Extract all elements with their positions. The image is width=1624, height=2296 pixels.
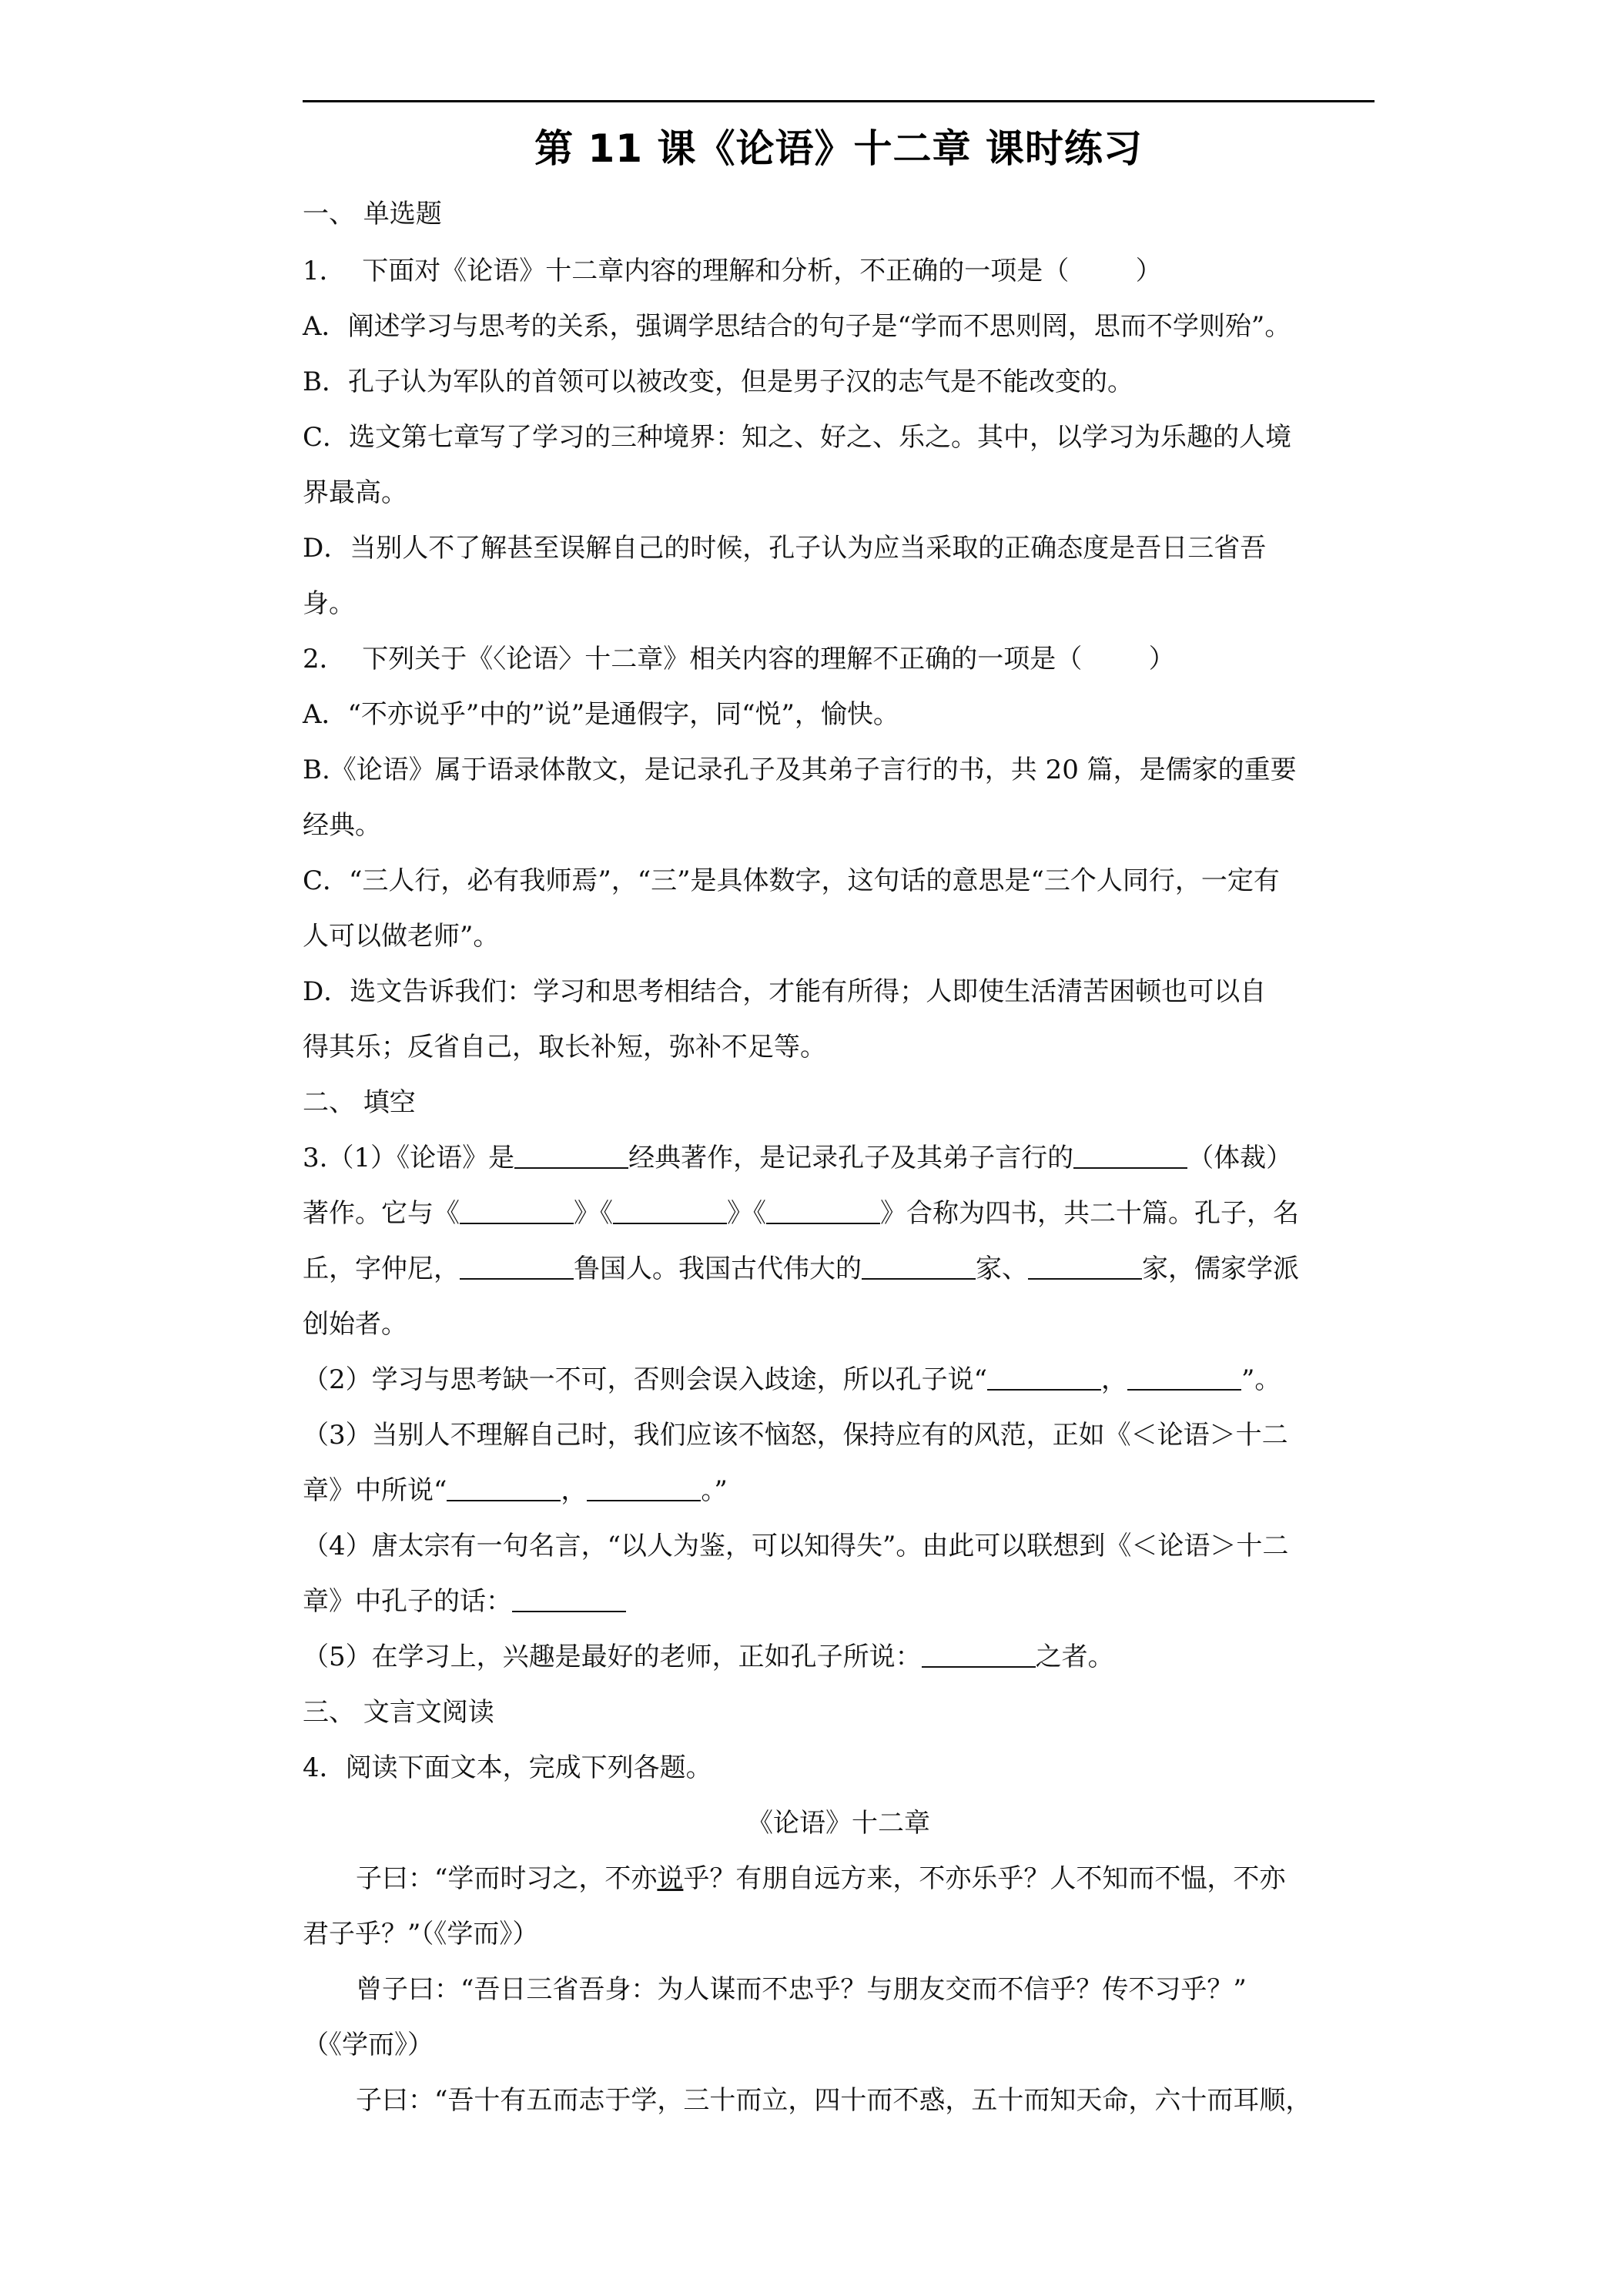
passage-line-3: 曾子曰：“吾日三省吾身：为人谋而不忠乎？与朋友交而不信乎？传不习乎？” bbox=[356, 1974, 1247, 2005]
text-segment: （2）学习与思考缺一不可，否则会误入歧途，所以孔子说“ bbox=[303, 1364, 988, 1395]
answer-blank[interactable] bbox=[587, 1474, 701, 1501]
answer-blank[interactable] bbox=[460, 1197, 574, 1224]
text-segment: 》合称为四书，共二十篇。孔子，名 bbox=[880, 1198, 1299, 1229]
text-segment: 。” bbox=[701, 1475, 728, 1506]
question-3-part4-line2 bbox=[303, 1585, 626, 1618]
question-3-part1-line2 bbox=[303, 1197, 1299, 1230]
text-segment: 经典著作，是记录孔子及其弟子言行的 bbox=[628, 1143, 1074, 1173]
text-segment: 家、 bbox=[976, 1253, 1028, 1284]
underlined-word: 说 bbox=[657, 1863, 684, 1894]
question-1-option-a: A．阐述学习与思考的关系，强调学思结合的句子是“学而不思则罔，思而不学则殆”。 bbox=[303, 311, 1291, 342]
text-segment: 鲁国人。我国古代伟大的 bbox=[574, 1253, 862, 1284]
text-segment: 3.（1）《论语》是 bbox=[303, 1143, 515, 1173]
question-1-option-d-line2: 身。 bbox=[303, 588, 355, 619]
answer-blank[interactable] bbox=[613, 1197, 727, 1224]
answer-blank[interactable] bbox=[922, 1640, 1036, 1668]
text-segment: ”。 bbox=[1241, 1364, 1281, 1395]
question-4-stem: 4．阅读下面文本，完成下列各题。 bbox=[303, 1752, 712, 1783]
question-2-stem: 2． 下列关于《〈论语〉十二章》相关内容的理解不正确的一项是（ ） bbox=[303, 644, 1175, 674]
question-3-part1-line4: 创始者。 bbox=[303, 1309, 407, 1340]
text-segment: （5）在学习上，兴趣是最好的老师，正如孔子所说： bbox=[303, 1642, 922, 1672]
answer-blank[interactable] bbox=[514, 1141, 628, 1169]
passage-line-1 bbox=[356, 1862, 1285, 1896]
question-2-option-b-line2: 经典。 bbox=[303, 810, 381, 841]
answer-blank[interactable] bbox=[987, 1363, 1101, 1391]
answer-blank[interactable] bbox=[1028, 1252, 1142, 1280]
text-segment: 家，儒家学派 bbox=[1142, 1253, 1299, 1284]
question-3-part4-line1: （4）唐太宗有一句名言，“以人为鉴，可以知得失”。由此可以联想到《＜论语＞十二 bbox=[303, 1531, 1289, 1561]
question-1-option-c-line1: C．选文第七章写了学习的三种境界：知之、好之、乐之。其中，以学习为乐趣的人境 bbox=[303, 422, 1292, 453]
text-segment: ， bbox=[1101, 1364, 1128, 1395]
question-1-option-c-line2: 界最高。 bbox=[303, 477, 407, 508]
question-2-option-a: A．“不亦说乎”中的”说”是通假字，同“悦”，愉快。 bbox=[303, 699, 899, 730]
question-2-option-d-line1: D．选文告诉我们：学习和思考相结合，才能有所得；人即使生活清苦困顿也可以自 bbox=[303, 976, 1267, 1007]
question-3-part5 bbox=[303, 1640, 1114, 1674]
passage-title: 《论语》十二章 bbox=[747, 1808, 930, 1839]
text-segment: ， bbox=[561, 1475, 588, 1506]
text-segment: 》《 bbox=[727, 1198, 766, 1229]
answer-blank[interactable] bbox=[1127, 1363, 1241, 1391]
question-1-option-b: B．孔子认为军队的首领可以被改变，但是男子汉的志气是不能改变的。 bbox=[303, 366, 1133, 397]
text-segment: 著作。它与《 bbox=[303, 1198, 460, 1229]
text-segment: 乎？有朋自远方来，不亦乐乎？人不知而不愠，不亦 bbox=[683, 1863, 1286, 1894]
question-3-part1-line3 bbox=[303, 1252, 1299, 1286]
text-segment: 之者。 bbox=[1035, 1642, 1114, 1672]
text-segment: 丘，字仲尼， bbox=[303, 1253, 460, 1284]
question-2-option-d-line2: 得其乐；反省自己，取长补短，弥补不足等。 bbox=[303, 1032, 826, 1063]
answer-blank[interactable] bbox=[460, 1252, 574, 1280]
text-segment: 子曰：“学而时习之，不亦 bbox=[356, 1863, 658, 1894]
text-segment: 》《 bbox=[574, 1198, 613, 1229]
text-segment: 章》中所说“ bbox=[303, 1475, 447, 1506]
answer-blank[interactable] bbox=[512, 1585, 626, 1612]
question-3-part3-line1: （3）当别人不理解自己时，我们应该不恼怒，保持应有的风范，正如《＜论语＞十二 bbox=[303, 1420, 1288, 1451]
section-heading-fill-blank: 二、 填空 bbox=[303, 1087, 416, 1118]
header-rule bbox=[303, 100, 1375, 102]
question-3-part3-line2 bbox=[303, 1474, 728, 1508]
answer-blank[interactable] bbox=[766, 1197, 880, 1224]
page-title: 第 11 课《论语》十二章 课时练习 bbox=[534, 126, 1143, 171]
answer-blank[interactable] bbox=[1073, 1141, 1187, 1169]
section-heading-classical-reading: 三、 文言文阅读 bbox=[303, 1697, 494, 1728]
passage-line-5: 子曰：“吾十有五而志于学，三十而立，四十而不惑，五十而知天命，六十而耳顺， bbox=[356, 2085, 1312, 2116]
question-3-part1-line1 bbox=[303, 1141, 1292, 1175]
text-segment: 章》中孔子的话： bbox=[303, 1586, 512, 1617]
section-heading-single-choice: 一、 单选题 bbox=[303, 199, 442, 229]
question-2-option-c-line1: C．“三人行，必有我师焉”，“三”是具体数字，这句话的意思是“三个人同行，一定有 bbox=[303, 865, 1280, 896]
text-segment: （体裁） bbox=[1187, 1143, 1293, 1173]
question-2-option-b-line1: B.《论语》属于语录体散文，是记录孔子及其弟子言行的书，共 20 篇，是儒家的重要 bbox=[303, 755, 1297, 785]
question-1-option-d-line1: D．当别人不了解甚至误解自己的时候，孔子认为应当采取的正确态度是吾日三省吾 bbox=[303, 533, 1267, 564]
answer-blank[interactable] bbox=[862, 1252, 976, 1280]
question-1-stem: 1． 下面对《论语》十二章内容的理解和分析，不正确的一项是（ ） bbox=[303, 256, 1162, 286]
passage-line-2: 君子乎？”（《学而》） bbox=[303, 1919, 539, 1950]
question-3-part2 bbox=[303, 1363, 1281, 1397]
passage-line-4: （《学而》） bbox=[303, 2030, 434, 2060]
answer-blank[interactable] bbox=[447, 1474, 561, 1501]
question-2-option-c-line2: 人可以做老师”。 bbox=[303, 921, 500, 952]
